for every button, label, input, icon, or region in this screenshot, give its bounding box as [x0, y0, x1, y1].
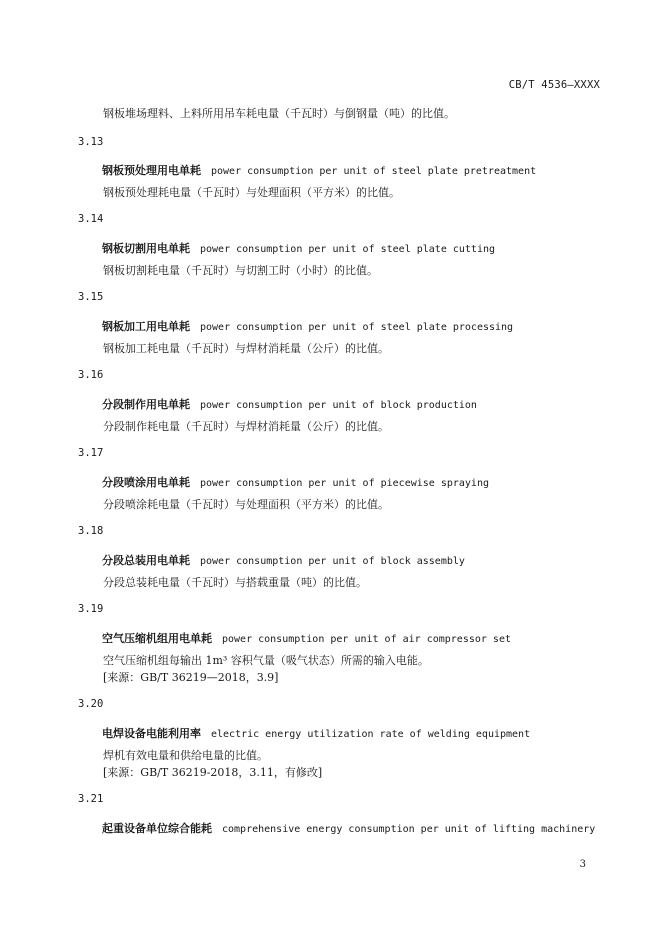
- term-en-3-13: power consumption per unit of steel plate pretreatment: [211, 166, 537, 177]
- definition-3-19: 空气压缩机组每输出 1m³ 容积气量（吸气状态）所需的输入电能。: [103, 654, 429, 667]
- section-number-3-13: 3.13: [78, 136, 104, 148]
- page-number: 3: [579, 859, 586, 870]
- section-number-3-17: 3.17: [78, 447, 104, 459]
- term-en-3-16: power consumption per unit of block production: [200, 400, 477, 411]
- term-3-17: [102, 476, 489, 491]
- term-en-3-20: electric energy utilization rate of welding equipment: [211, 729, 531, 740]
- term-en-3-15: power consumption per unit of steel plate processing: [200, 322, 514, 333]
- term-en-3-17: power consumption per unit of piecewise spraying: [200, 478, 489, 489]
- term-cn-3-21: 起重设备单位综合能耗: [102, 822, 212, 835]
- definition-3-16: 分段制作耗电量（千瓦时）与焊材消耗量（公斤）的比值。: [103, 420, 389, 433]
- term-3-20: [102, 727, 530, 742]
- definition-3-17: 分段喷涂耗电量（千瓦时）与处理面积（平方米）的比值。: [103, 498, 389, 511]
- term-cn-3-13: 钢板预处理用电单耗: [102, 164, 201, 177]
- definition-3-20: 焊机有效电量和供给电量的比值。: [103, 749, 268, 762]
- term-cn-3-15: 钢板加工用电单耗: [102, 320, 190, 333]
- source-note-3-20: [来源：GB/T 36219-2018，3.11，有修改]: [103, 766, 323, 779]
- term-3-13: [102, 164, 536, 179]
- term-3-19: [102, 632, 511, 647]
- definition-3-13: 钢板预处理耗电量（千瓦时）与处理面积（平方米）的比值。: [103, 186, 400, 199]
- term-3-18: [102, 554, 465, 569]
- term-3-14: [102, 242, 495, 257]
- term-3-15: [102, 320, 513, 335]
- definition-3-15: 钢板加工耗电量（千瓦时）与焊材消耗量（公斤）的比值。: [103, 342, 389, 355]
- term-cn-3-17: 分段喷涂用电单耗: [102, 476, 190, 489]
- section-number-3-14: 3.14: [78, 213, 104, 225]
- term-cn-3-19: 空气压缩机组用电单耗: [102, 632, 212, 645]
- term-3-21: [102, 822, 595, 837]
- term-en-3-18: power consumption per unit of block assembly: [200, 556, 465, 567]
- term-cn-3-18: 分段总装用电单耗: [102, 554, 190, 567]
- source-note-3-19: [来源：GB/T 36219—2018，3.9]: [103, 671, 279, 684]
- term-en-3-19: power consumption per unit of air compressor set: [222, 634, 511, 645]
- document-code: CB/T 4536—XXXX: [508, 79, 600, 91]
- term-cn-3-20: 电焊设备电能利用率: [102, 727, 201, 740]
- definition-3-14: 钢板切割耗电量（千瓦时）与切割工时（小时）的比值。: [103, 264, 378, 277]
- section-number-3-21: 3.21: [78, 793, 104, 805]
- definition-3-18: 分段总装耗电量（千瓦时）与搭载重量（吨）的比值。: [103, 576, 367, 589]
- intro-definition: 钢板堆场理料、上料所用吊车耗电量（千瓦时）与倒钢量（吨）的比值。: [103, 107, 455, 120]
- term-en-3-14: power consumption per unit of steel plate cutting: [200, 244, 496, 255]
- section-number-3-20: 3.20: [78, 698, 104, 710]
- term-en-3-21: comprehensive energy consumption per unit of lifting machinery: [222, 824, 596, 835]
- term-3-16: [102, 398, 477, 413]
- term-cn-3-16: 分段制作用电单耗: [102, 398, 190, 411]
- term-cn-3-14: 钢板切割用电单耗: [102, 242, 190, 255]
- section-number-3-15: 3.15: [78, 291, 104, 303]
- section-number-3-18: 3.18: [78, 525, 104, 537]
- section-number-3-19: 3.19: [78, 603, 104, 615]
- section-number-3-16: 3.16: [78, 369, 104, 381]
